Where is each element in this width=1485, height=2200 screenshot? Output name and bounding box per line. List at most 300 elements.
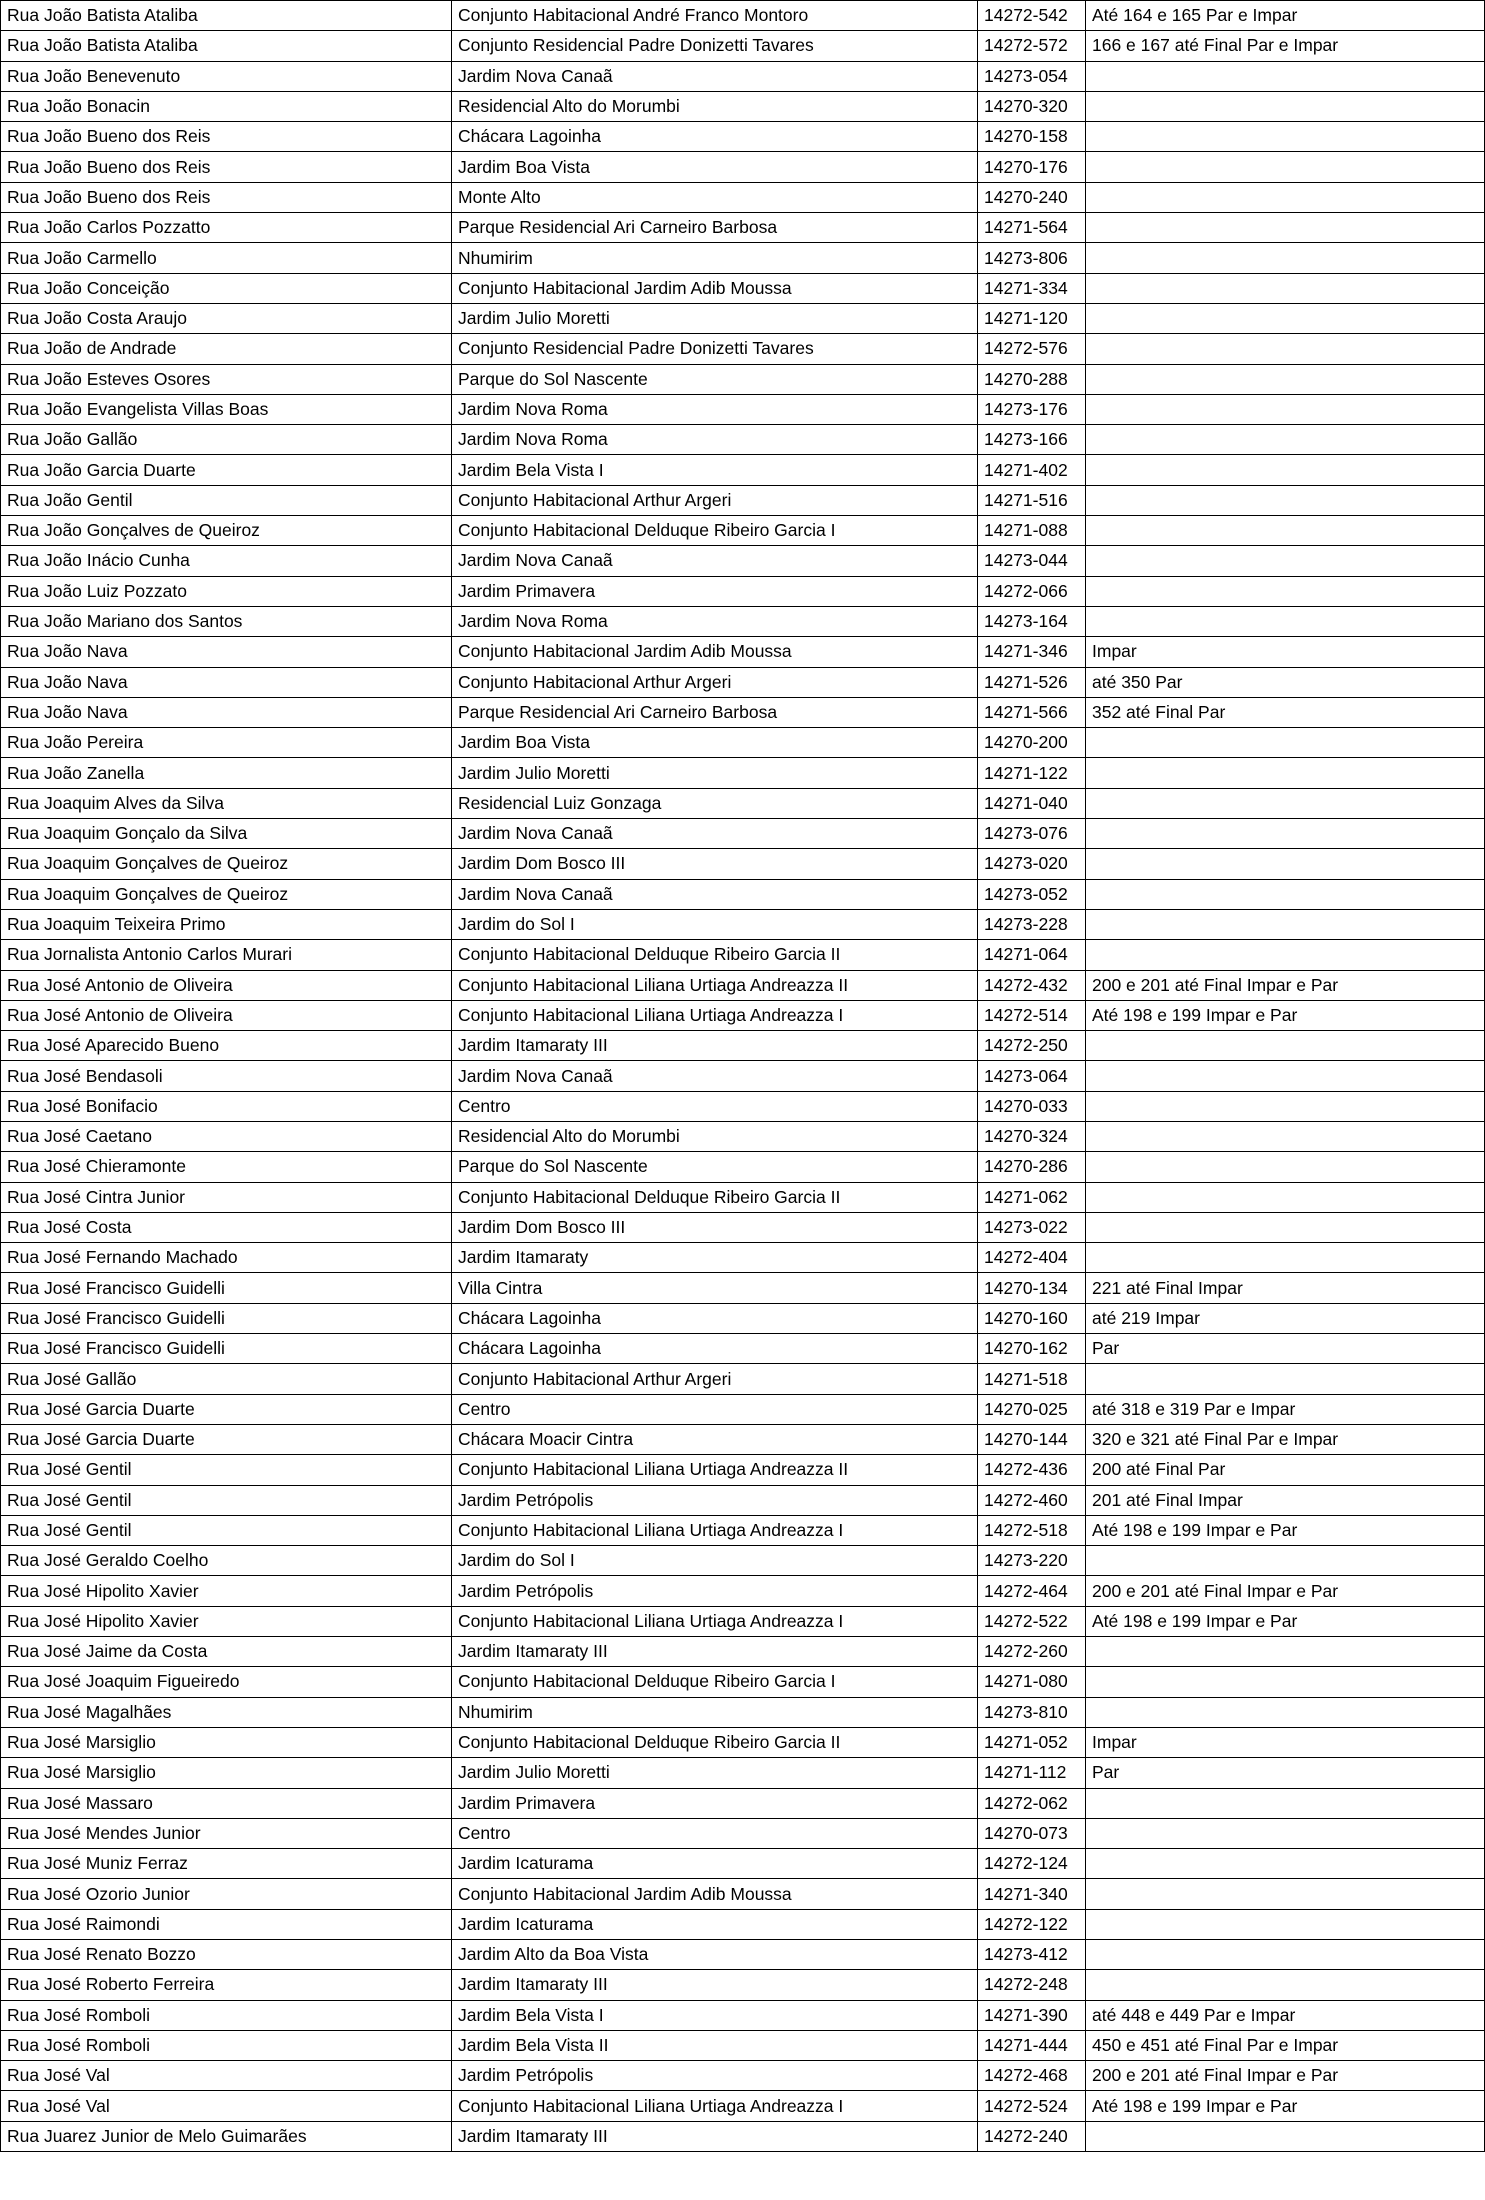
cep-cell: 14271-346 [978,637,1086,667]
range-note-cell [1086,1940,1485,1970]
neighborhood-cell: Jardim Boa Vista [452,728,978,758]
cep-cell: 14272-518 [978,1515,1086,1545]
range-note-cell: até 318 e 319 Par e Impar [1086,1394,1485,1424]
table-row [1,546,1485,576]
neighborhood-cell: Jardim Nova Canaã [452,61,978,91]
cep-cell: 14270-162 [978,1334,1086,1364]
range-note-cell [1086,1121,1485,1151]
cep-table-body [1,1,1485,2152]
street-name-cell: Rua João Batista Ataliba [1,31,452,61]
neighborhood-cell: Jardim do Sol I [452,909,978,939]
cep-cell: 14270-320 [978,91,1086,121]
table-row [1,1,1485,31]
neighborhood-cell: Jardim Petrópolis [452,1485,978,1515]
cep-cell: 14271-040 [978,788,1086,818]
cep-cell: 14271-526 [978,667,1086,697]
street-name-cell: Rua José Jaime da Costa [1,1637,452,1667]
table-row [1,1606,1485,1636]
neighborhood-cell: Villa Cintra [452,1273,978,1303]
range-note-cell [1086,182,1485,212]
street-name-cell: Rua José Val [1,2091,452,2121]
neighborhood-cell: Conjunto Habitacional Jardim Adib Moussa [452,1879,978,1909]
table-row [1,909,1485,939]
range-note-cell [1086,1152,1485,1182]
neighborhood-cell: Conjunto Habitacional Delduque Ribeiro Garcia II [452,1727,978,1757]
table-row [1,819,1485,849]
range-note-cell: 201 até Final Impar [1086,1485,1485,1515]
range-note-cell: 166 e 167 até Final Par e Impar [1086,31,1485,61]
range-note-cell [1086,1818,1485,1848]
range-note-cell [1086,1243,1485,1273]
range-note-cell [1086,1546,1485,1576]
range-note-cell: Impar [1086,1727,1485,1757]
range-note-cell [1086,788,1485,818]
table-row [1,1182,1485,1212]
cep-cell: 14270-288 [978,364,1086,394]
table-row [1,879,1485,909]
range-note-cell [1086,2121,1485,2151]
table-row [1,606,1485,636]
cep-cell: 14271-120 [978,303,1086,333]
street-name-cell: Rua João Batista Ataliba [1,1,452,31]
neighborhood-cell: Conjunto Habitacional Arthur Argeri [452,1364,978,1394]
table-row [1,1818,1485,1848]
range-note-cell [1086,91,1485,121]
table-row [1,1697,1485,1727]
range-note-cell [1086,334,1485,364]
neighborhood-cell: Residencial Alto do Morumbi [452,1121,978,1151]
neighborhood-cell: Jardim Bela Vista I [452,2000,978,2030]
cep-cell: 14271-340 [978,1879,1086,1909]
table-row [1,1576,1485,1606]
table-row [1,1424,1485,1454]
range-note-cell: Par [1086,1334,1485,1364]
street-name-cell: Rua José Gentil [1,1485,452,1515]
range-note-cell [1086,303,1485,333]
street-name-cell: Rua José Joaquim Figueiredo [1,1667,452,1697]
cep-cell: 14272-248 [978,1970,1086,2000]
neighborhood-cell: Jardim Primavera [452,576,978,606]
cep-cell: 14270-240 [978,182,1086,212]
range-note-cell: 450 e 451 até Final Par e Impar [1086,2030,1485,2060]
table-row [1,637,1485,667]
cep-cell: 14272-122 [978,1909,1086,1939]
range-note-cell: até 219 Impar [1086,1303,1485,1333]
cep-cell: 14272-432 [978,970,1086,1000]
street-name-cell: Rua João Nava [1,697,452,727]
range-note-cell [1086,394,1485,424]
neighborhood-cell: Conjunto Habitacional Delduque Ribeiro Garcia II [452,940,978,970]
neighborhood-cell: Jardim Itamaraty III [452,1031,978,1061]
range-note-cell [1086,364,1485,394]
cep-cell: 14270-160 [978,1303,1086,1333]
table-row [1,667,1485,697]
cep-cell: 14273-164 [978,606,1086,636]
cep-cell: 14271-052 [978,1727,1086,1757]
range-note-cell [1086,1667,1485,1697]
cep-cell: 14272-260 [978,1637,1086,1667]
street-name-cell: Rua José Caetano [1,1121,452,1151]
cep-cell: 14272-250 [978,1031,1086,1061]
neighborhood-cell: Jardim Petrópolis [452,2061,978,2091]
street-name-cell: Rua Joaquim Gonçalves de Queiroz [1,849,452,879]
table-row [1,213,1485,243]
street-name-cell: Rua José Costa [1,1212,452,1242]
table-row [1,728,1485,758]
table-row [1,1061,1485,1091]
neighborhood-cell: Jardim Primavera [452,1788,978,1818]
street-name-cell: Rua José Gentil [1,1455,452,1485]
table-row [1,91,1485,121]
street-name-cell: Rua José Romboli [1,2000,452,2030]
table-row [1,1940,1485,1970]
cep-cell: 14272-572 [978,31,1086,61]
cep-cell: 14270-158 [978,122,1086,152]
neighborhood-cell: Residencial Alto do Morumbi [452,91,978,121]
street-name-cell: Rua Joaquim Teixeira Primo [1,909,452,939]
table-row [1,182,1485,212]
range-note-cell [1086,1970,1485,2000]
range-note-cell [1086,1182,1485,1212]
street-name-cell: Rua José Aparecido Bueno [1,1031,452,1061]
neighborhood-cell: Parque Residencial Ari Carneiro Barbosa [452,697,978,727]
table-row [1,1394,1485,1424]
neighborhood-cell: Jardim do Sol I [452,1546,978,1576]
table-row [1,334,1485,364]
range-note-cell [1086,1061,1485,1091]
street-name-cell: Rua Jornalista Antonio Carlos Murari [1,940,452,970]
street-name-cell: Rua João Mariano dos Santos [1,606,452,636]
cep-cell: 14271-112 [978,1758,1086,1788]
street-name-cell: Rua José Fernando Machado [1,1243,452,1273]
street-name-cell: Rua José Francisco Guidelli [1,1273,452,1303]
cep-cell: 14273-176 [978,394,1086,424]
range-note-cell [1086,1788,1485,1818]
cep-cell: 14270-134 [978,1273,1086,1303]
range-note-cell [1086,909,1485,939]
table-row [1,303,1485,333]
table-row [1,425,1485,455]
range-note-cell: 221 até Final Impar [1086,1273,1485,1303]
neighborhood-cell: Jardim Itamaraty III [452,2121,978,2151]
neighborhood-cell: Chácara Lagoinha [452,122,978,152]
neighborhood-cell: Jardim Nova Canaã [452,546,978,576]
cep-cell: 14273-064 [978,1061,1086,1091]
street-name-cell: Rua Joaquim Gonçalves de Queiroz [1,879,452,909]
cep-cell: 14271-080 [978,1667,1086,1697]
cep-cell: 14271-402 [978,455,1086,485]
cep-cell: 14270-286 [978,1152,1086,1182]
table-row [1,1031,1485,1061]
cep-cell: 14272-066 [978,576,1086,606]
range-note-cell [1086,243,1485,273]
street-name-cell: Rua José Bonifacio [1,1091,452,1121]
street-name-cell: Rua José Roberto Ferreira [1,1970,452,2000]
range-note-cell [1086,1849,1485,1879]
cep-cell: 14272-240 [978,2121,1086,2151]
cep-cell: 14272-514 [978,1000,1086,1030]
street-name-cell: Rua José Cintra Junior [1,1182,452,1212]
street-name-cell: Rua José Romboli [1,2030,452,2060]
table-row [1,1243,1485,1273]
table-row [1,970,1485,1000]
range-note-cell: 200 até Final Par [1086,1455,1485,1485]
street-name-cell: Rua José Garcia Duarte [1,1394,452,1424]
range-note-cell [1086,485,1485,515]
street-name-cell: Rua João de Andrade [1,334,452,364]
neighborhood-cell: Conjunto Habitacional Liliana Urtiaga Andreazza II [452,970,978,1000]
table-row [1,394,1485,424]
table-row [1,788,1485,818]
street-name-cell: Rua João Gonçalves de Queiroz [1,516,452,546]
neighborhood-cell: Chácara Lagoinha [452,1334,978,1364]
cep-cell: 14273-166 [978,425,1086,455]
cep-cell: 14270-324 [978,1121,1086,1151]
cep-cell: 14271-518 [978,1364,1086,1394]
range-note-cell: Até 198 e 199 Impar e Par [1086,1515,1485,1545]
cep-cell: 14271-064 [978,940,1086,970]
neighborhood-cell: Jardim Nova Roma [452,425,978,455]
table-row [1,1849,1485,1879]
neighborhood-cell: Conjunto Habitacional Liliana Urtiaga Andreazza I [452,1515,978,1545]
street-name-cell: Rua João Evangelista Villas Boas [1,394,452,424]
range-note-cell [1086,61,1485,91]
table-row [1,1000,1485,1030]
street-name-cell: Rua João Gallão [1,425,452,455]
street-name-cell: Rua José Antonio de Oliveira [1,1000,452,1030]
table-row [1,1515,1485,1545]
table-row [1,485,1485,515]
street-name-cell: Rua João Conceição [1,273,452,303]
cep-cell: 14272-062 [978,1788,1086,1818]
street-name-cell: Rua José Massaro [1,1788,452,1818]
cep-cell: 14273-810 [978,1697,1086,1727]
table-row [1,1485,1485,1515]
neighborhood-cell: Conjunto Habitacional André Franco Montoro [452,1,978,31]
neighborhood-cell: Jardim Dom Bosco III [452,1212,978,1242]
street-name-cell: Rua José Renato Bozzo [1,1940,452,1970]
street-name-cell: Rua João Benevenuto [1,61,452,91]
street-name-cell: Rua José Hipolito Xavier [1,1576,452,1606]
range-note-cell: 200 e 201 até Final Impar e Par [1086,2061,1485,2091]
neighborhood-cell: Parque Residencial Ari Carneiro Barbosa [452,213,978,243]
neighborhood-cell: Jardim Itamaraty III [452,1970,978,2000]
street-name-cell: Rua João Costa Araujo [1,303,452,333]
table-row [1,1273,1485,1303]
neighborhood-cell: Centro [452,1091,978,1121]
cep-cell: 14272-524 [978,2091,1086,2121]
range-note-cell [1086,152,1485,182]
neighborhood-cell: Conjunto Habitacional Delduque Ribeiro Garcia I [452,1667,978,1697]
table-row [1,1303,1485,1333]
range-note-cell [1086,819,1485,849]
neighborhood-cell: Conjunto Habitacional Liliana Urtiaga Andreazza II [452,1455,978,1485]
table-row [1,1121,1485,1151]
table-row [1,2091,1485,2121]
street-name-cell: Rua Juarez Junior de Melo Guimarães [1,2121,452,2151]
street-name-cell: Rua José Hipolito Xavier [1,1606,452,1636]
cep-cell: 14272-436 [978,1455,1086,1485]
table-row [1,2000,1485,2030]
street-name-cell: Rua João Luiz Pozzato [1,576,452,606]
table-row [1,1667,1485,1697]
range-note-cell [1086,455,1485,485]
street-name-cell: Rua João Garcia Duarte [1,455,452,485]
street-name-cell: Rua João Inácio Cunha [1,546,452,576]
cep-cell: 14273-076 [978,819,1086,849]
range-note-cell: Par [1086,1758,1485,1788]
range-note-cell: 200 e 201 até Final Impar e Par [1086,1576,1485,1606]
neighborhood-cell: Jardim Julio Moretti [452,758,978,788]
range-note-cell [1086,940,1485,970]
cep-cell: 14270-176 [978,152,1086,182]
neighborhood-cell: Conjunto Habitacional Delduque Ribeiro Garcia II [452,1182,978,1212]
cep-cell: 14272-460 [978,1485,1086,1515]
range-note-cell [1086,516,1485,546]
neighborhood-cell: Parque do Sol Nascente [452,364,978,394]
neighborhood-cell: Centro [452,1394,978,1424]
table-row [1,849,1485,879]
range-note-cell [1086,1031,1485,1061]
cep-cell: 14273-020 [978,849,1086,879]
cep-cell: 14273-054 [978,61,1086,91]
neighborhood-cell: Jardim Nova Canaã [452,819,978,849]
street-name-cell: Rua João Gentil [1,485,452,515]
range-note-cell: até 448 e 449 Par e Impar [1086,2000,1485,2030]
cep-cell: 14271-088 [978,516,1086,546]
street-name-cell: Rua José Raimondi [1,1909,452,1939]
street-name-cell: Rua João Nava [1,637,452,667]
cep-cell: 14273-806 [978,243,1086,273]
street-name-cell: Rua João Nava [1,667,452,697]
table-row [1,1091,1485,1121]
neighborhood-cell: Nhumirim [452,1697,978,1727]
street-name-cell: Rua José Marsiglio [1,1758,452,1788]
street-name-cell: Rua João Carlos Pozzatto [1,213,452,243]
cep-cell: 14272-576 [978,334,1086,364]
cep-cell: 14271-334 [978,273,1086,303]
street-name-cell: Rua José Chieramonte [1,1152,452,1182]
street-name-cell: Rua João Zanella [1,758,452,788]
cep-cell: 14273-228 [978,909,1086,939]
range-note-cell: até 350 Par [1086,667,1485,697]
range-note-cell: 320 e 321 até Final Par e Impar [1086,1424,1485,1454]
street-name-cell: Rua José Bendasoli [1,1061,452,1091]
street-name-cell: Rua Joaquim Alves da Silva [1,788,452,818]
table-row [1,2030,1485,2060]
cep-cell: 14273-412 [978,1940,1086,1970]
neighborhood-cell: Centro [452,1818,978,1848]
street-name-cell: Rua José Antonio de Oliveira [1,970,452,1000]
neighborhood-cell: Conjunto Residencial Padre Donizetti Tavares [452,334,978,364]
street-name-cell: Rua João Pereira [1,728,452,758]
street-name-cell: Rua José Val [1,2061,452,2091]
range-note-cell [1086,576,1485,606]
street-name-cell: Rua João Bueno dos Reis [1,122,452,152]
street-name-cell: Rua João Bueno dos Reis [1,152,452,182]
neighborhood-cell: Jardim Petrópolis [452,1576,978,1606]
neighborhood-cell: Jardim Itamaraty [452,1243,978,1273]
range-note-cell [1086,1909,1485,1939]
table-row [1,1152,1485,1182]
cep-cell: 14272-404 [978,1243,1086,1273]
neighborhood-cell: Jardim Julio Moretti [452,1758,978,1788]
neighborhood-cell: Conjunto Habitacional Jardim Adib Moussa [452,637,978,667]
range-note-cell [1086,1091,1485,1121]
cep-cell: 14272-522 [978,1606,1086,1636]
cep-cell: 14270-025 [978,1394,1086,1424]
table-row [1,61,1485,91]
neighborhood-cell: Jardim Bela Vista I [452,455,978,485]
neighborhood-cell: Nhumirim [452,243,978,273]
table-row [1,758,1485,788]
street-name-cell: Rua José Marsiglio [1,1727,452,1757]
range-note-cell [1086,425,1485,455]
street-name-cell: Rua José Gentil [1,1515,452,1545]
neighborhood-cell: Conjunto Habitacional Liliana Urtiaga Andreazza I [452,2091,978,2121]
street-name-cell: Rua José Geraldo Coelho [1,1546,452,1576]
cep-cell: 14271-564 [978,213,1086,243]
range-note-cell [1086,758,1485,788]
range-note-cell [1086,1212,1485,1242]
table-row [1,1879,1485,1909]
range-note-cell [1086,1697,1485,1727]
range-note-cell [1086,606,1485,636]
street-name-cell: Rua José Magalhães [1,1697,452,1727]
range-note-cell [1086,273,1485,303]
cep-cell: 14271-062 [978,1182,1086,1212]
table-row [1,940,1485,970]
neighborhood-cell: Jardim Nova Canaã [452,1061,978,1091]
range-note-cell [1086,122,1485,152]
street-name-cell: Rua José Ozorio Junior [1,1879,452,1909]
range-note-cell [1086,1637,1485,1667]
cep-cell: 14270-144 [978,1424,1086,1454]
table-row [1,1334,1485,1364]
table-row [1,1637,1485,1667]
neighborhood-cell: Parque do Sol Nascente [452,1152,978,1182]
street-name-cell: Rua José Garcia Duarte [1,1424,452,1454]
cep-cell: 14271-390 [978,2000,1086,2030]
range-note-cell: 352 até Final Par [1086,697,1485,727]
neighborhood-cell: Jardim Boa Vista [452,152,978,182]
table-row [1,2121,1485,2151]
neighborhood-cell: Conjunto Habitacional Arthur Argeri [452,485,978,515]
cep-cell: 14273-052 [978,879,1086,909]
cep-cell: 14271-122 [978,758,1086,788]
neighborhood-cell: Jardim Dom Bosco III [452,849,978,879]
neighborhood-cell: Chácara Moacir Cintra [452,1424,978,1454]
table-row [1,1970,1485,2000]
neighborhood-cell: Jardim Nova Canaã [452,879,978,909]
cep-cell: 14272-542 [978,1,1086,31]
neighborhood-cell: Jardim Nova Roma [452,394,978,424]
table-row [1,576,1485,606]
neighborhood-cell: Chácara Lagoinha [452,1303,978,1333]
range-note-cell: Até 198 e 199 Impar e Par [1086,2091,1485,2121]
neighborhood-cell: Jardim Bela Vista II [452,2030,978,2060]
range-note-cell [1086,849,1485,879]
table-row [1,243,1485,273]
range-note-cell [1086,546,1485,576]
street-name-cell: Rua João Carmello [1,243,452,273]
range-note-cell [1086,1364,1485,1394]
table-row [1,455,1485,485]
cep-cell: 14272-124 [978,1849,1086,1879]
cep-cell: 14270-073 [978,1818,1086,1848]
neighborhood-cell: Monte Alto [452,182,978,212]
street-name-cell: Rua José Muniz Ferraz [1,1849,452,1879]
